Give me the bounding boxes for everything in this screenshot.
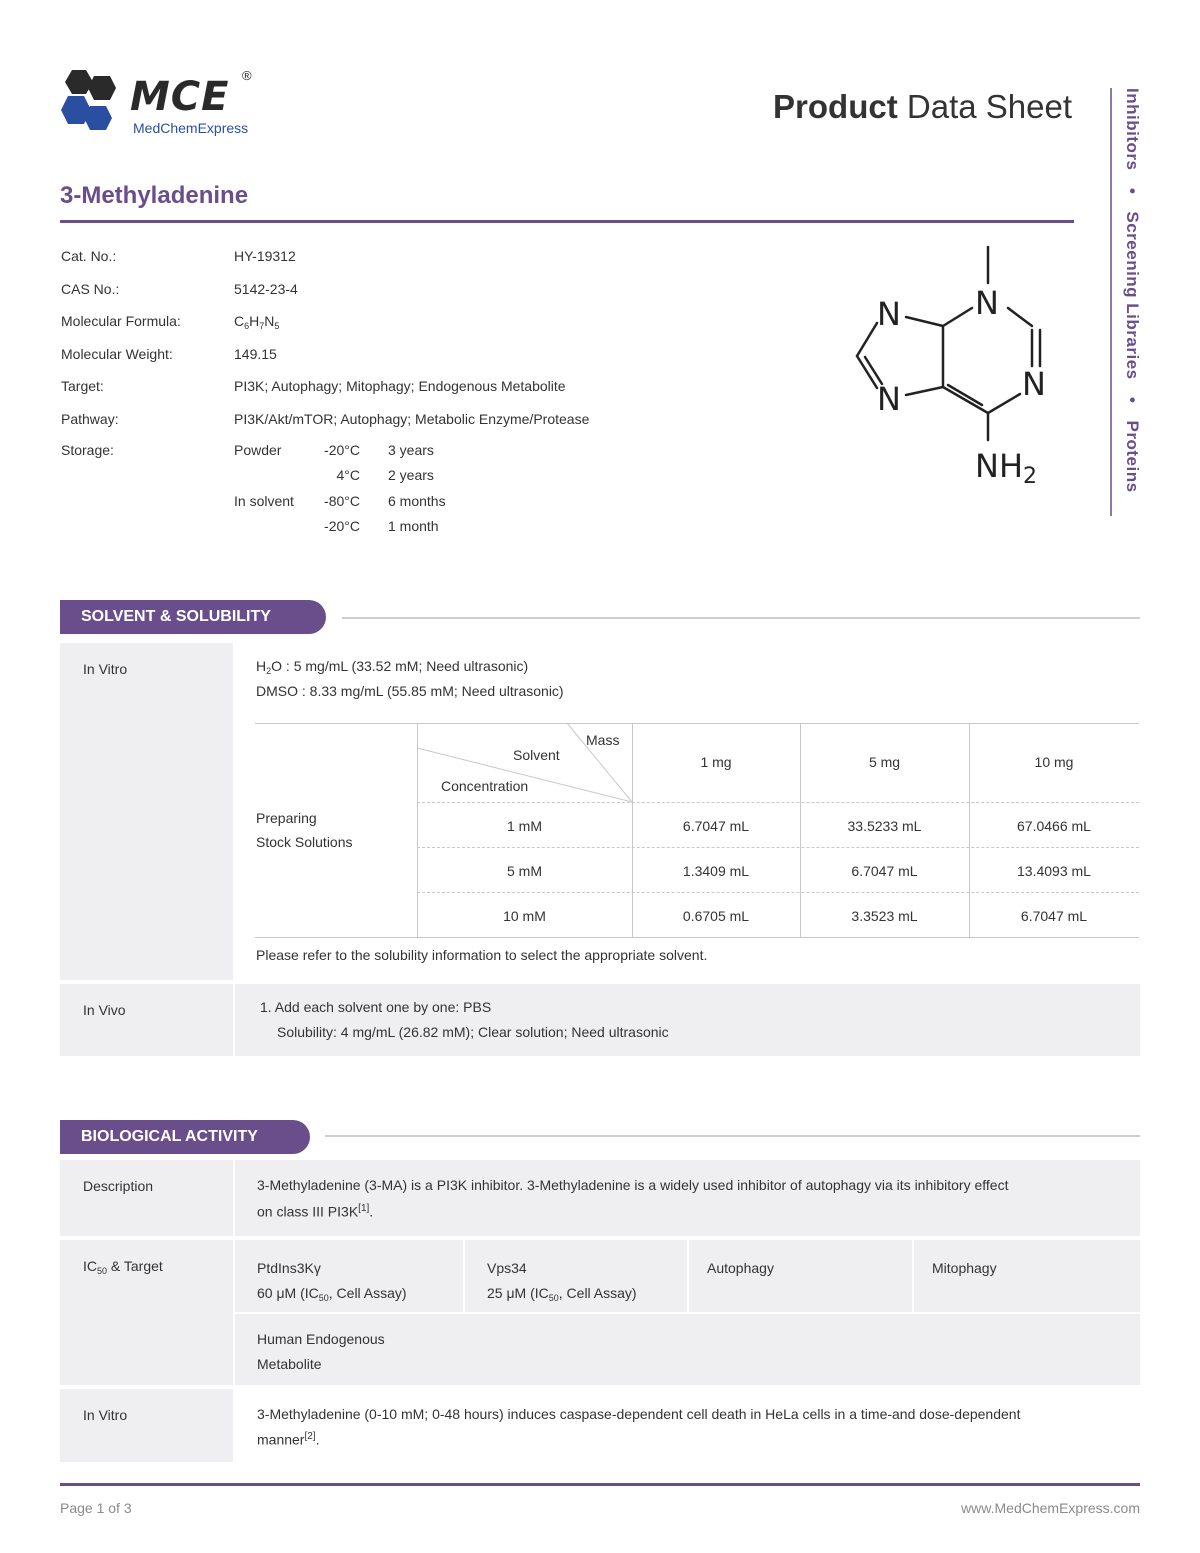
water-solubility: $H_2O$ : 5 mg/mL (33.52 mM; Need ultrasonic) (256, 658, 529, 676)
formula-value: $C_6H_7N_5$ (234, 313, 280, 331)
side-tab-inhibitors[interactable]: Inhibitors (1123, 88, 1142, 171)
bio-in-vitro-label-cell (60, 1389, 233, 1462)
target-name: Autophagy (707, 1260, 774, 1276)
target-value: PI3K; Autophagy; Mitophagy; Endogenous Metabolite (234, 378, 566, 394)
storage-form: Powder (234, 442, 282, 458)
table-rule (417, 847, 1139, 848)
section-header-biological-activity: BIOLOGICAL ACTIVITY (60, 1120, 310, 1154)
header-solvent: Solvent (513, 747, 560, 763)
atom-n-ring: N (1022, 365, 1046, 403)
storage-time: 1 month (388, 518, 439, 534)
storage-time: 6 months (388, 493, 446, 509)
conc-cell: 10 mM (503, 908, 546, 924)
document-title-bold: Product (773, 88, 898, 125)
target-value: 60 μM ($IC_{50}$, Cell Assay) (257, 1285, 407, 1303)
header-concentration: Concentration (441, 778, 529, 794)
volume-cell: 13.4093 mL (1017, 863, 1091, 879)
volume-cell: 33.5233 mL (847, 818, 922, 834)
volume-cell: 6.7047 mL (682, 818, 750, 834)
target-cell (235, 1314, 1140, 1385)
target-cell (465, 1240, 687, 1312)
ic50-label: $IC_{50}$ & Target (83, 1258, 163, 1276)
target-name: Vps34 (487, 1260, 527, 1276)
cat-no-label: Cat. No.: (61, 248, 117, 264)
table-rule (255, 937, 1139, 938)
in-vivo-solubility: Solubility: 4 mg/mL (26.82 mM); Clear solution; Need ultrasonic (277, 1024, 669, 1040)
target-name: Mitophagy (932, 1260, 997, 1276)
mw-value: 149.15 (234, 346, 277, 362)
section-divider (325, 1135, 1140, 1137)
mass-header-1mg: 1 mg (700, 754, 732, 770)
description-content (235, 1160, 1140, 1236)
storage-temp: -80°C (324, 493, 360, 509)
page-number: Page 1 of 3 (60, 1500, 132, 1516)
storage-temp: 4°C (336, 467, 360, 483)
in-vivo-content (235, 984, 1140, 1056)
storage-time: 2 years (388, 467, 434, 483)
storage-label: Storage: (61, 442, 114, 458)
target-name: PtdIns3Kγ (257, 1260, 321, 1276)
bio-in-vitro-line1: 3-Methyladenine (0-10 mM; 0-48 hours) induces caspase-dependent cell death in HeLa cells in a time-and dose-dependent (257, 1406, 1021, 1422)
side-tab-screening-libraries[interactable]: Screening Libraries (1123, 211, 1142, 380)
description-label-cell (60, 1160, 233, 1236)
title-divider (60, 220, 1074, 223)
conc-cell: 5 mM (507, 863, 542, 879)
storage-time: 3 years (388, 442, 434, 458)
header-mass: Mass (586, 732, 620, 748)
cas-no-label: CAS No.: (61, 281, 120, 297)
side-tab-separator: • (1123, 396, 1142, 404)
in-vivo-step: 1. Add each solvent one by one: PBS (260, 999, 492, 1015)
volume-cell: 3.3523 mL (851, 908, 918, 924)
target-cell (689, 1240, 912, 1312)
document-title (773, 88, 1072, 126)
side-tab-separator: • (1123, 187, 1142, 195)
stock-label-line2: Stock Solutions (256, 834, 353, 850)
side-tab-proteins[interactable]: Proteins (1123, 420, 1142, 493)
conc-cell: 1 mM (507, 818, 542, 834)
side-tab-divider (1110, 88, 1112, 516)
stock-label-line1: Preparing (256, 810, 317, 826)
description-line1: 3-Methyladenine (3-MA) is a PI3K inhibitor. 3-Methyladenine is a widely used inhibitor of autophagy via its inhibitory effect (257, 1177, 1009, 1193)
target-name-line2: Metabolite (257, 1356, 322, 1372)
in-vivo-label: In Vivo (83, 1002, 126, 1018)
in-vitro-label-cell (60, 643, 233, 980)
pathway-label: Pathway: (61, 411, 119, 427)
in-vivo-label-cell (60, 984, 233, 1056)
section-divider (342, 617, 1140, 619)
cas-no-value: 5142-23-4 (234, 281, 298, 297)
document-title-rest: Data Sheet (897, 88, 1072, 125)
reference-link[interactable]: [1] (358, 1203, 370, 1214)
website-link[interactable]: www.MedChemExpress.com (961, 1500, 1140, 1516)
atom-n-imidazole-top: N (877, 295, 901, 333)
atom-n-methyl: N (975, 284, 999, 322)
ic50-label-cell (60, 1240, 233, 1385)
description-label: Description (83, 1178, 154, 1194)
mw-label: Molecular Weight: (61, 346, 173, 362)
footer-divider (60, 1483, 1140, 1486)
product-name: 3-Methyladenine (60, 182, 249, 209)
volume-cell: 6.7047 mL (851, 863, 918, 879)
logo-subtitle: MedChemExpress (133, 120, 249, 136)
volume-cell: 67.0466 mL (1017, 818, 1091, 834)
storage-form: In solvent (234, 493, 294, 509)
logo-registered-mark: ® (242, 68, 252, 83)
side-tab-nav (1122, 88, 1142, 493)
atom-nh2: NH2 (975, 447, 1037, 489)
storage-temp: -20°C (324, 442, 360, 458)
cat-no-value: HY-19312 (234, 248, 296, 264)
target-label: Target: (61, 378, 104, 394)
bio-in-vitro-content (235, 1389, 1140, 1462)
table-rule (255, 723, 1139, 724)
target-value: 25 μM ($IC_{50}$, Cell Assay) (487, 1285, 637, 1303)
target-cell (235, 1240, 463, 1312)
target-name-line1: Human Endogenous (257, 1331, 385, 1347)
dmso-solubility: DMSO : 8.33 mg/mL (55.85 mM; Need ultrasonic) (256, 683, 564, 699)
reference-link[interactable]: [2] (304, 1431, 316, 1442)
description-line2: on class III PI3K[1]. (257, 1203, 374, 1220)
chemical-structure-diagram (840, 240, 1070, 500)
volume-cell: 1.3409 mL (682, 863, 750, 879)
mass-header-10mg: 10 mg (1034, 754, 1074, 770)
target-cell (914, 1240, 1140, 1312)
table-rule (417, 892, 1139, 893)
atom-n-imidazole-bottom: N (877, 380, 901, 418)
mass-header-5mg: 5 mg (868, 754, 901, 770)
pathway-value: PI3K/Akt/mTOR; Autophagy; Metabolic Enzyme/Protease (234, 411, 590, 427)
in-vitro-label: In Vitro (83, 661, 128, 677)
volume-cell: 6.7047 mL (1020, 908, 1088, 924)
bio-in-vitro-label: In Vitro (83, 1407, 128, 1423)
logo-wordmark: MCE (130, 74, 230, 120)
volume-cell: 0.6705 mL (682, 908, 750, 924)
solvent-note: Please refer to the solubility information to select the appropriate solvent. (256, 947, 708, 963)
formula-label: Molecular Formula: (61, 313, 181, 329)
storage-temp: -20°C (324, 518, 360, 534)
bio-in-vitro-line2: manner[2]. (257, 1431, 320, 1448)
section-header-solubility: SOLVENT & SOLUBILITY (60, 600, 326, 634)
